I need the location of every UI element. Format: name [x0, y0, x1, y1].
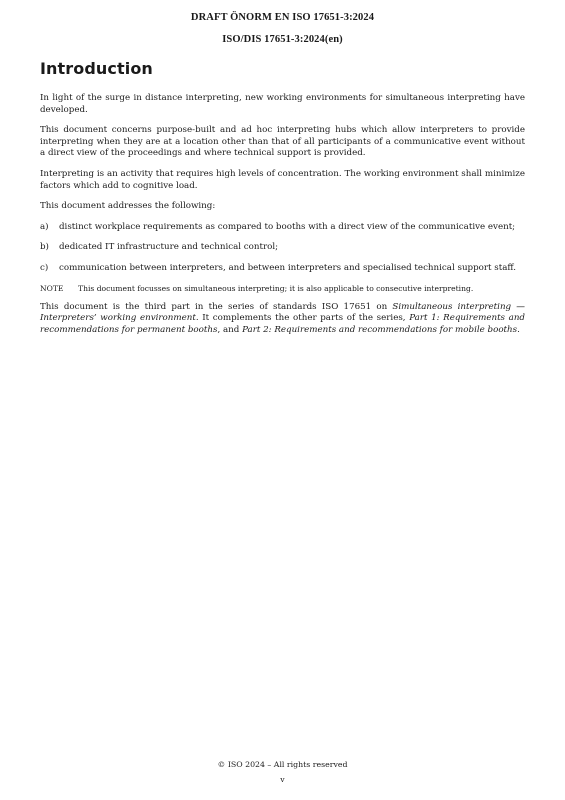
- section-title: Introduction: [40, 59, 153, 78]
- document-header-iso: ISO/DIS 17651-3:2024(en): [222, 34, 343, 45]
- text-run: This document is the third part in the series of standards ISO 17651 on: [40, 301, 393, 312]
- paragraph: In light of the surge in distance interpreting, new working environments for simultaneous interpreting have developed.: [40, 93, 525, 115]
- list-item-text: distinct workplace requirements as compared to booths with a direct view of the communicative event;: [59, 221, 516, 232]
- paragraph-series-reference: [40, 302, 525, 337]
- list-item: [40, 222, 525, 234]
- note-label: NOTE: [40, 283, 64, 293]
- reference-series-title: Simultaneous interpreting — Interpreters’ working environment: [40, 301, 525, 324]
- list-item: [40, 263, 525, 275]
- list-item-text: communication between interpreters, and between interpreters and specialised technical support staff.: [59, 262, 517, 273]
- paragraph: This document concerns purpose-built and ad hoc interpreting hubs which allow interpreters to provide interpreting when they are at a location other than that of all participants of a communicative event without a direct view of the proceedings and where technical support is provided.: [40, 125, 525, 159]
- document-header-draft: DRAFT ÖNORM EN ISO 17651-3:2024: [190, 12, 375, 23]
- note: [40, 284, 525, 294]
- text-run: .: [517, 324, 520, 335]
- text-run: . It complements the other parts of the series,: [195, 313, 410, 324]
- paragraph: This document addresses the following:: [40, 201, 216, 212]
- list-item: [40, 242, 525, 254]
- section-body: [40, 93, 525, 345]
- list-marker: a): [40, 221, 49, 232]
- reference-part2-title: Part 2: Requirements and recommendations for mobile booths: [242, 324, 518, 335]
- paragraph: Interpreting is an activity that requires high levels of concentration. The working environment shall minimize factors which add to cognitive load.: [40, 168, 525, 191]
- list-marker: b): [40, 242, 49, 253]
- list-item-text: dedicated IT infrastructure and technical control;: [59, 242, 279, 253]
- reference-part1-title: Part 1: Requirements and recommendations for permanent booths: [40, 313, 525, 335]
- page-number: v: [280, 775, 285, 784]
- list-marker: c): [40, 262, 49, 273]
- text-run: , and: [217, 324, 243, 335]
- note-text: This document focusses on simultaneous interpreting; it is also applicable to consecutive interpreting.: [78, 283, 474, 293]
- footer-copyright: © ISO 2024 – All rights reserved: [217, 760, 348, 769]
